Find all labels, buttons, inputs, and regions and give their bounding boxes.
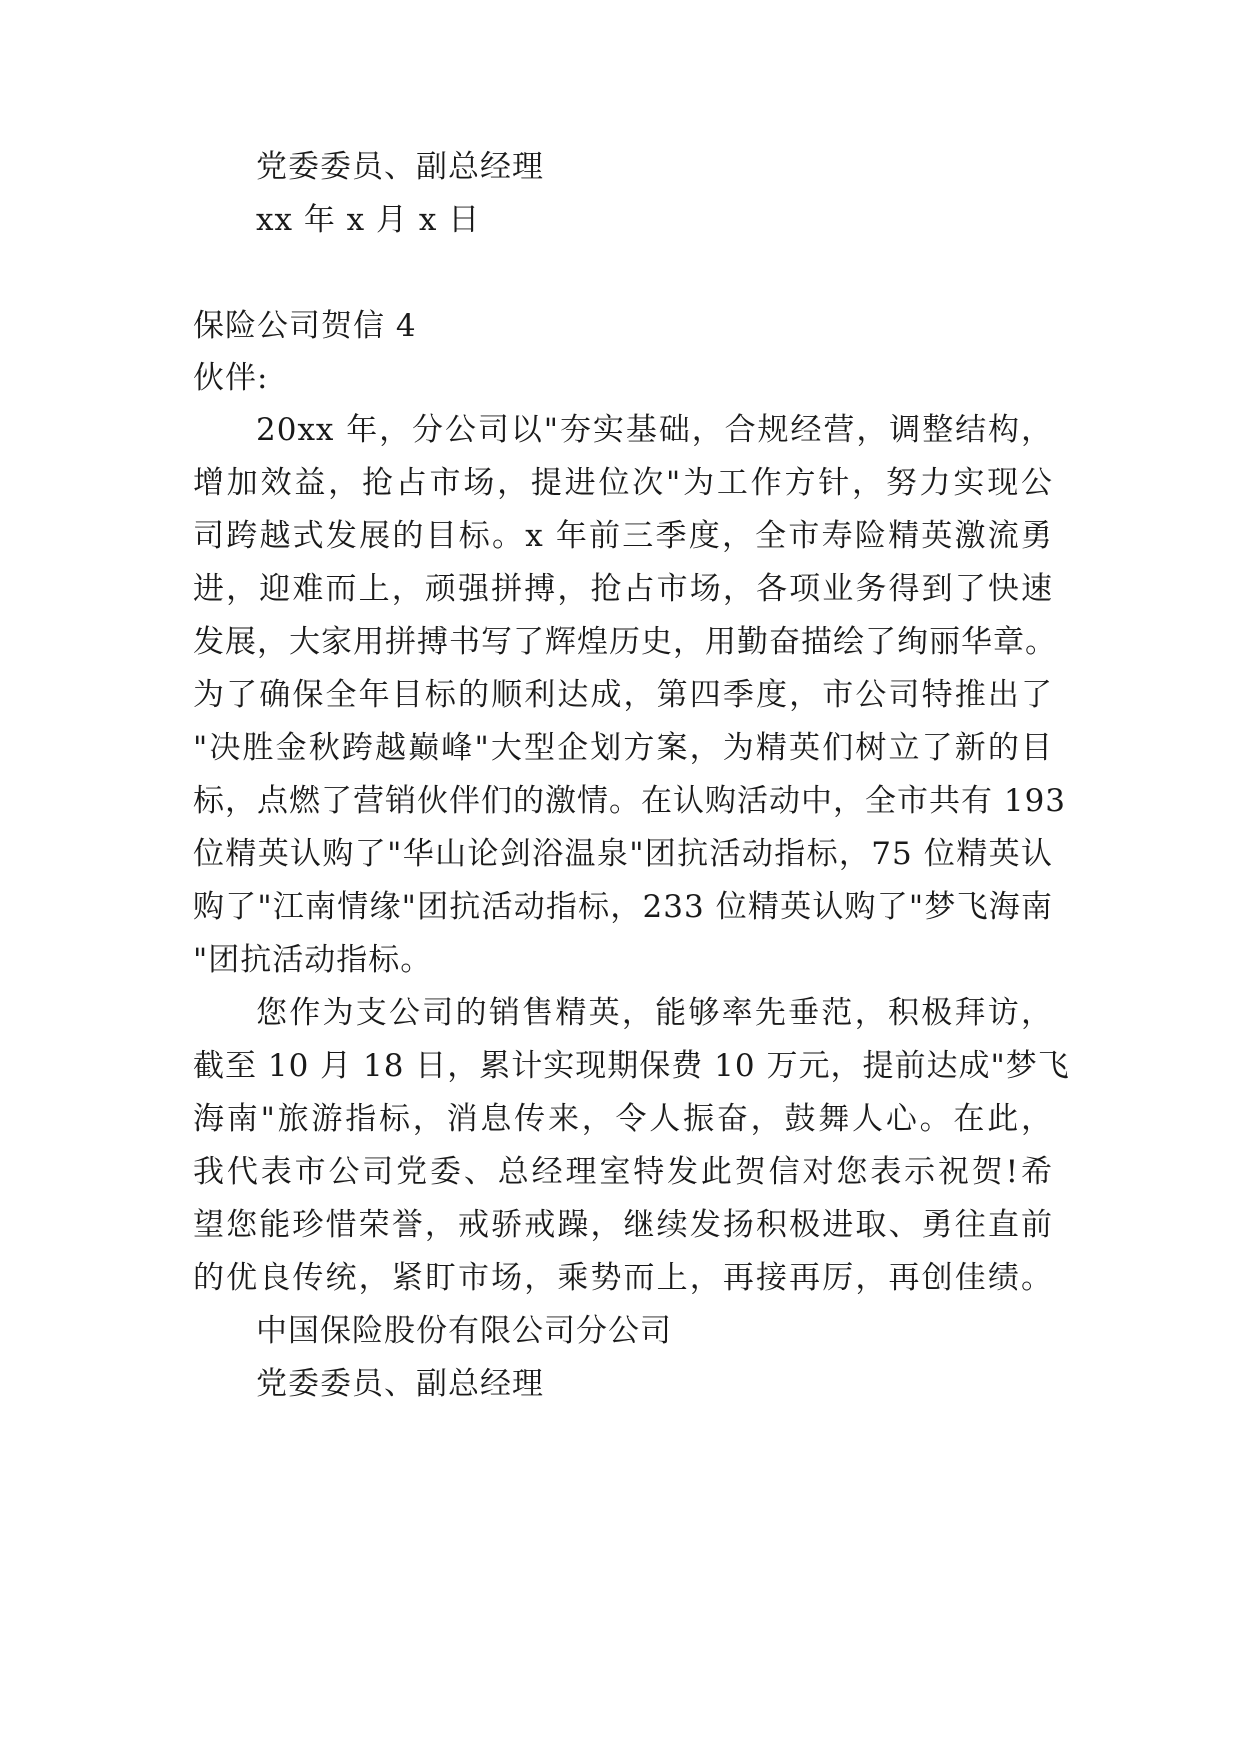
paragraph2-line: 截至 10 月 18 日，累计实现期保费 10 万元，提前达成"梦飞 (193, 1048, 1070, 1084)
paragraph1-line: 标，点燃了营销伙伴们的激情。在认购活动中，全市共有 193 (193, 783, 1067, 819)
paragraph1-line: 为了确保全年目标的顺利达成，第四季度，市公司特推出了 (193, 677, 1053, 713)
letter-heading: 保险公司贺信 4 (193, 308, 417, 344)
paragraph1-line: 司跨越式发展的目标。x 年前三季度，全市寿险精英激流勇 (193, 518, 1053, 554)
paragraph1-line: 20xx 年，分公司以"夯实基础，合规经营，调整结构， (256, 412, 1053, 448)
paragraph2-line: 望您能珍惜荣誉，戒骄戒躁，继续发扬积极进取、勇往直前 (193, 1207, 1053, 1243)
paragraph2-line: 海南"旅游指标，消息传来，令人振奋，鼓舞人心。在此， (193, 1101, 1053, 1137)
paragraph1-line: 增加效益，抢占市场，提进位次"为工作方针，努力实现公 (193, 465, 1053, 501)
paragraph1-line: 发展，大家用拼搏书写了辉煌历史，用勤奋描绘了绚丽华章。 (193, 624, 1057, 660)
top-signature-date: xx 年 x 月 x 日 (256, 202, 481, 238)
signature-title: 党委委员、副总经理 (256, 1366, 544, 1402)
top-signature-title: 党委委员、副总经理 (256, 149, 544, 185)
paragraph1-line: "团抗活动指标。 (193, 942, 433, 978)
company-name: 中国保险股份有限公司分公司 (256, 1313, 672, 1349)
paragraph2-line: 您作为支公司的销售精英，能够率先垂范，积极拜访， (256, 995, 1053, 1031)
paragraph2-line: 的优良传统，紧盯市场，乘势而上，再接再厉，再创佳绩。 (193, 1260, 1053, 1296)
paragraph1-line: 进，迎难而上，顽强拼搏，抢占市场，各项业务得到了快速 (193, 571, 1053, 607)
paragraph1-line: "决胜金秋跨越巅峰"大型企划方案，为精英们树立了新的目 (193, 730, 1053, 766)
paragraph1-line: 购了"江南情缘"团抗活动指标，233 位精英认购了"梦飞海南 (193, 889, 1053, 925)
salutation: 伙伴: (193, 360, 269, 396)
paragraph1-line: 位精英认购了"华山论剑浴温泉"团抗活动指标，75 位精英认 (193, 836, 1053, 872)
paragraph2-line: 我代表市公司党委、总经理室特发此贺信对您表示祝贺!希 (193, 1154, 1053, 1190)
